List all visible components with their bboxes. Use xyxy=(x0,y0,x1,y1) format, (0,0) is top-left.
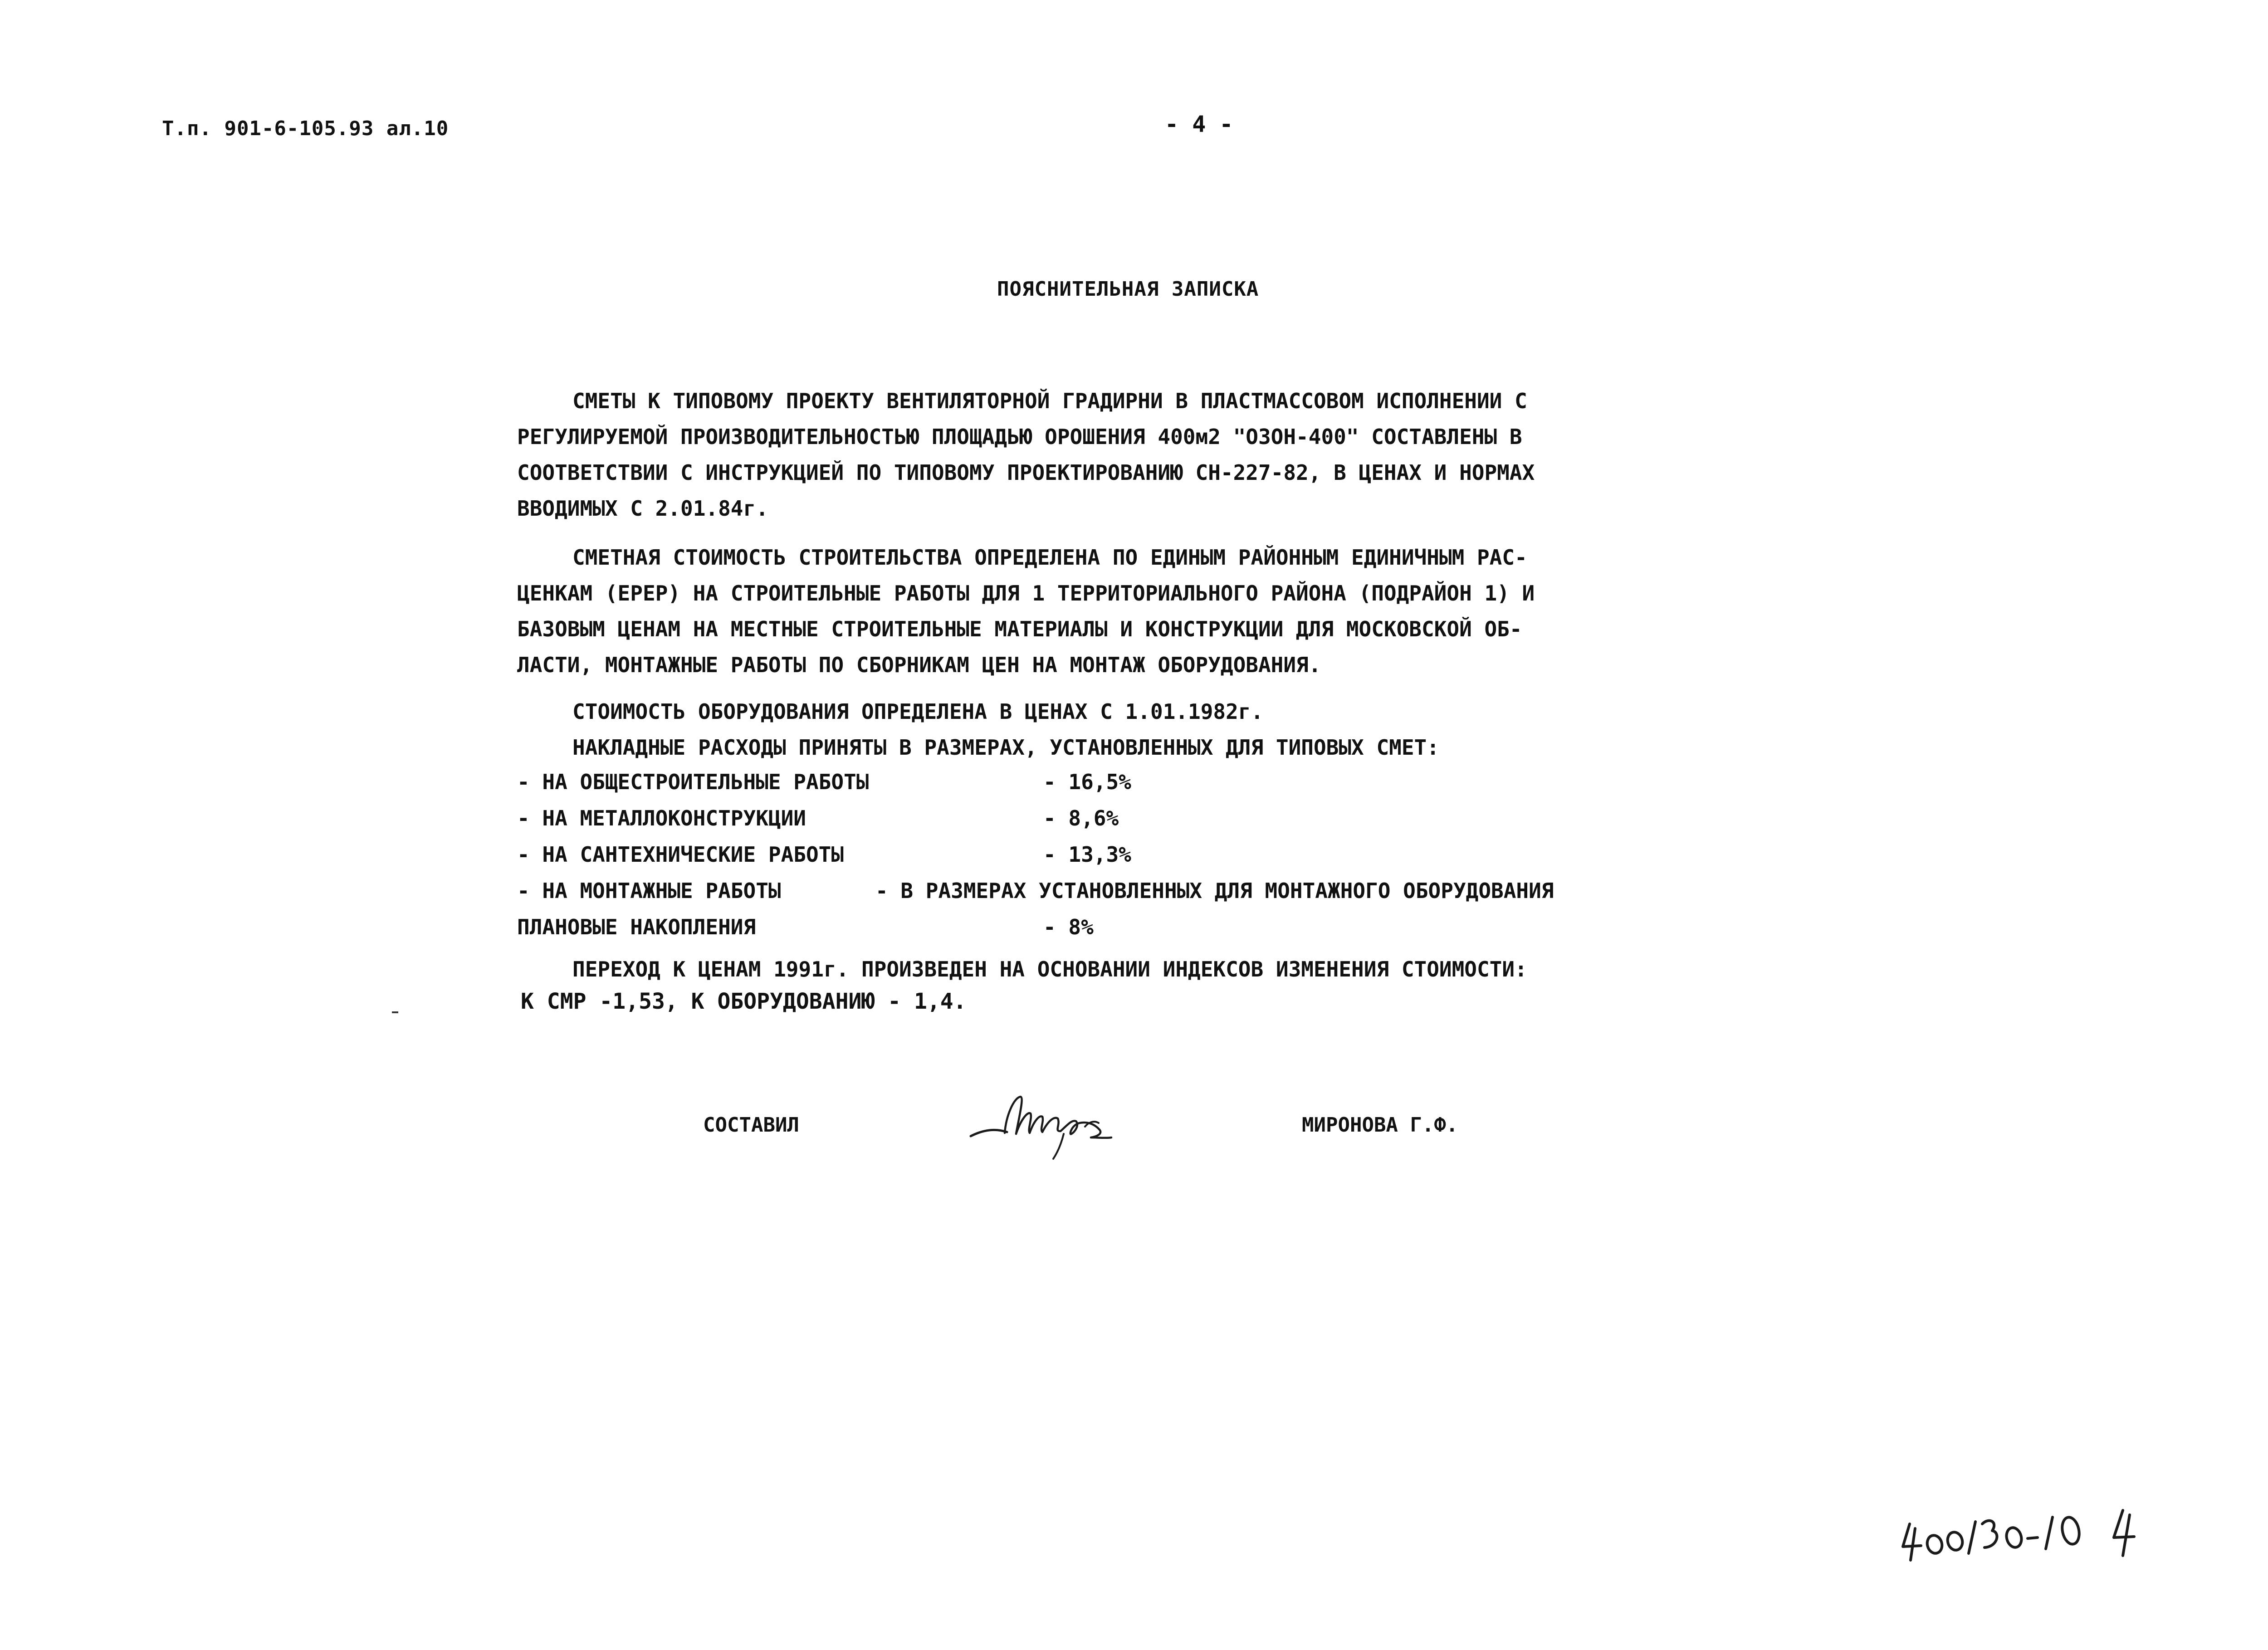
signature-image xyxy=(953,1079,1134,1161)
compiled-by-label: СОСТАВИЛ xyxy=(703,1113,799,1137)
rate-label: - НА ОБЩЕСТРОИТЕЛЬНЫЕ РАБОТЫ xyxy=(517,770,869,794)
rate-value: - 8,6% xyxy=(1043,806,1119,830)
paragraph-line: ЦЕНКАМ (ЕРЕР) НА СТРОИТЕЛЬНЫЕ РАБОТЫ ДЛЯ 1 ТЕРРИТОРИАЛЬНОГО РАЙОНА (ПОДРАЙОН 1) И xyxy=(517,581,1535,605)
rate-value: - 8% xyxy=(1043,915,1094,939)
paragraph-equipment xyxy=(517,694,1696,766)
paragraph-line: БАЗОВЫМ ЦЕНАМ НА МЕСТНЫЕ СТРОИТЕЛЬНЫЕ МАТЕРИАЛЫ И КОНСТРУКЦИИ ДЛЯ МОСКОВСКОЙ ОБ- xyxy=(517,617,1522,641)
paragraph-line: СМЕТНАЯ СТОИМОСТЬ СТРОИТЕЛЬСТВА ОПРЕДЕЛЕНА ПО ЕДИНЫМ РАЙОННЫМ ЕДИНИЧНЫМ РАС- xyxy=(572,545,1527,570)
rate-row-installation xyxy=(517,879,1554,903)
paragraph-cost xyxy=(517,540,1696,683)
paragraph-line: ВВОДИМЫХ С 2.01.84г. xyxy=(517,496,768,521)
paragraph-line: НАКЛАДНЫЕ РАСХОДЫ ПРИНЯТЫ В РАЗМЕРАХ, УСТАНОВЛЕННЫХ ДЛЯ ТИПОВЫХ СМЕТ: xyxy=(572,735,1439,760)
paragraph-line: ПЕРЕХОД К ЦЕНАМ 1991г. ПРОИЗВЕДЕН НА ОСНОВАНИИ ИНДЕКСОВ ИЗМЕНЕНИЯ СТОИМОСТИ: xyxy=(572,957,1527,981)
page-number: - 4 - xyxy=(1165,111,1233,137)
rate-value: - 16,5% xyxy=(1043,770,1131,794)
author-name: МИРОНОВА Г.Ф. xyxy=(1302,1113,1458,1137)
rate-label: - НА САНТЕХНИЧЕСКИЕ РАБОТЫ xyxy=(517,842,844,867)
rate-value: - В РАЗМЕРАХ УСТАНОВЛЕННЫХ ДЛЯ МОНТАЖНОГО ОБОРУДОВАНИЯ xyxy=(875,879,1554,903)
paragraph-price-transition xyxy=(517,952,1696,987)
rate-label: ПЛАНОВЫЕ НАКОПЛЕНИЯ xyxy=(517,915,756,939)
paragraph-line: ЛАСТИ, МОНТАЖНЫЕ РАБОТЫ ПО СБОРНИКАМ ЦЕН НА МОНТАЖ ОБОРУДОВАНИЯ. xyxy=(517,653,1321,677)
handwritten-archive-number xyxy=(1896,1497,2177,1569)
rate-row-metal-structures xyxy=(517,806,1119,830)
price-indexes: К СМР -1,53, К ОБОРУДОВАНИЮ - 1,4. xyxy=(521,989,967,1014)
paragraph-estimates xyxy=(517,383,1696,527)
rate-label: - НА МОНТАЖНЫЕ РАБОТЫ xyxy=(517,879,781,903)
paragraph-line: СТОИМОСТЬ ОБОРУДОВАНИЯ ОПРЕДЕЛЕНА В ЦЕНАХ С 1.01.1982г. xyxy=(572,699,1264,724)
paragraph-line: СМЕТЫ К ТИПОВОМУ ПРОЕКТУ ВЕНТИЛЯТОРНОЙ ГРАДИРНИ В ПЛАСТМАССОВОМ ИСПОЛНЕНИИ С xyxy=(572,389,1527,413)
paragraph-line: РЕГУЛИРУЕМОЙ ПРОИЗВОДИТЕЛЬНОСТЬЮ ПЛОЩАДЬЮ ОРОШЕНИЯ 400м2 "ОЗОН-400" СОСТАВЛЕНЫ В xyxy=(517,425,1522,449)
paragraph-line: СООТВЕТСТВИИ С ИНСТРУКЦИЕЙ ПО ТИПОВОМУ ПРОЕКТИРОВАНИЮ СН-227-82, В ЦЕНАХ И НОРМАХ xyxy=(517,460,1535,485)
rate-value: - 13,3% xyxy=(1043,842,1131,867)
rate-row-planned-savings xyxy=(517,915,1094,939)
margin-mark xyxy=(392,1011,398,1013)
rate-row-plumbing xyxy=(517,842,1131,867)
rate-row-general-construction xyxy=(517,770,1131,794)
document-code: Т.п. 901-6-105.93 ал.10 xyxy=(162,117,449,140)
rate-label: - НА МЕТАЛЛОКОНСТРУКЦИИ xyxy=(517,806,806,830)
page-title: ПОЯСНИТЕЛЬНАЯ ЗАПИСКА xyxy=(997,278,1259,301)
